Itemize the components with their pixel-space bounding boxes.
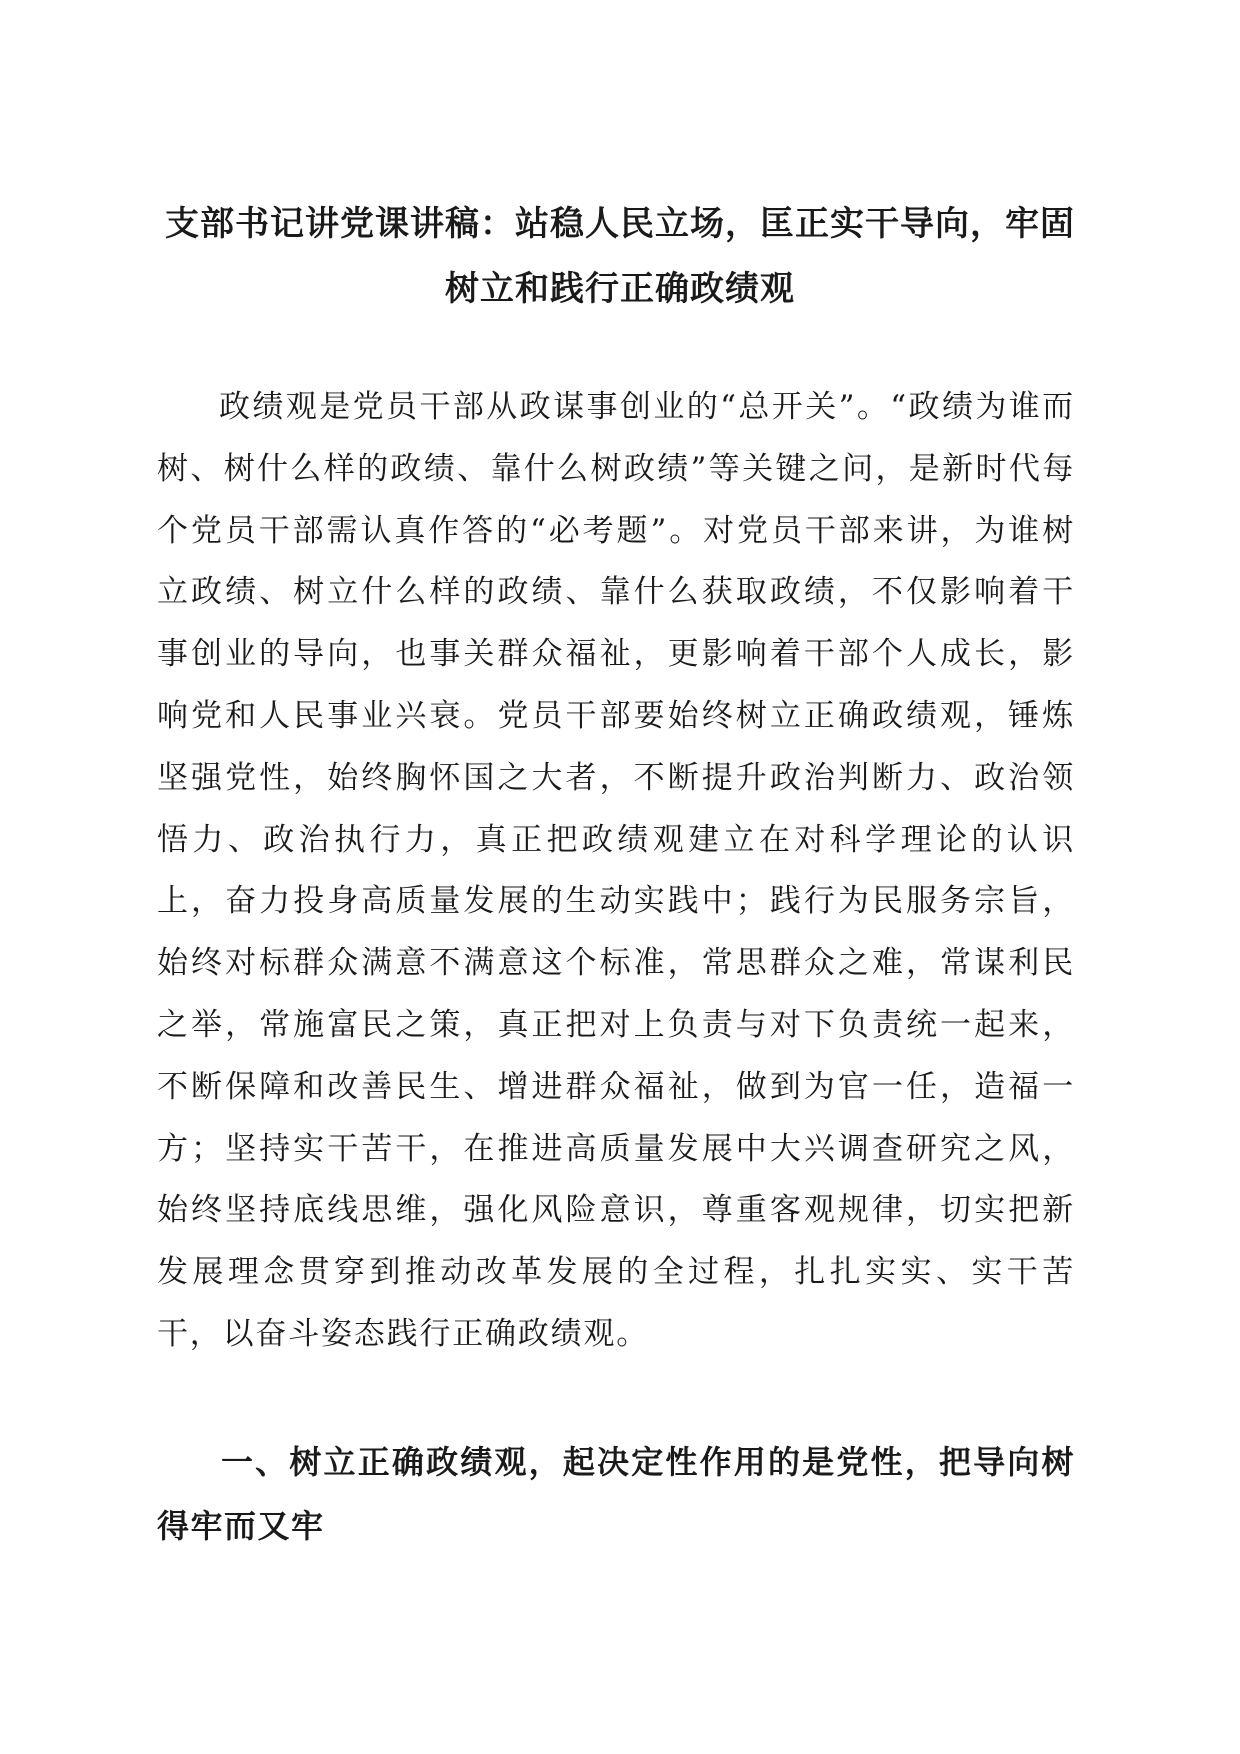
intro-paragraph: 政绩观是党员干部从政谋事创业的“总开关”。“政绩为谁而树、树什么样的政绩、靠什么树政绩”等关键之问，是新时代每个党员干部需认真作答的“必考题”。对党员干部来讲，为谁树立政绩、树立什么样的政绩、靠什么获取政绩，不仅影响着干事创业的导向，也事关群众福祉，更影响着干部个人成长，影响党和人民事业兴衰。党员干部要始终树立正确政绩观，锤炼坚强党性，始终胸怀国之大者，不断提升政治判断力、政治领悟力、政治执行力，真正把政绩观建立在对科学理论的认识上，奋力投身高质量发展的生动实践中；践行为民服务宗旨，始终对标群众满意不满意这个标准，常思群众之难，常谋利民之举，常施富民之策，真正把对上负责与对下负责统一起来，不断保障和改善民生、增进群众福祉，做到为官一任，造福一方；坚持实干苦干，在推进高质量发展中大兴调查研究之风，始终坚持底线思维，强化风险意识，尊重客观规律，切实把新发展理念贯穿到推动改革发展的全过程，扎扎实实、实干苦干，以奋斗姿态践行正确政绩观。 (157, 389, 1075, 1352)
document-title: 支部书记讲党课讲稿：站稳人民立场，匡正实干导向，牢固树立和践行正确政绩观 (165, 204, 1075, 309)
section-heading: 一、树立正确政绩观，起决定性作用的是党性，把导向树得牢而又牢 (157, 1443, 1075, 1545)
